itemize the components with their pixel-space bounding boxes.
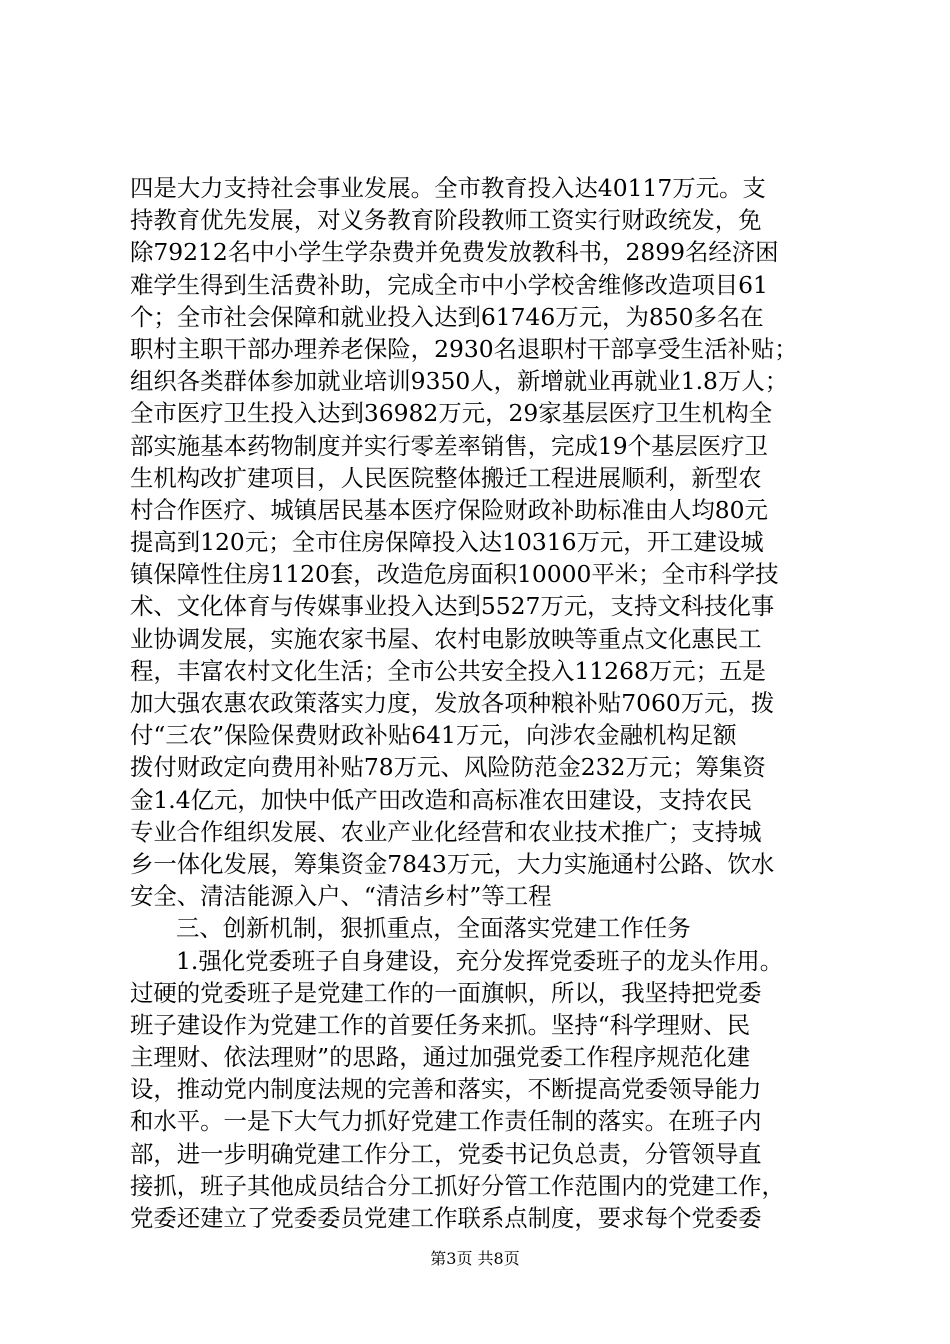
text-line: 和水平。一是下大气力抓好党建工作责任制的落实。在班子内 [130,1107,762,1136]
document-body [130,172,830,1234]
text-line: 主理财、依法理财”的思路，通过加强党委工作程序规范化建 [130,1043,751,1072]
text-line: 部，进一步明确党建工作分工，党委书记负总责，分管领导直 [130,1139,762,1168]
text-line: 过硬的党委班子是党建工作的一面旗帜，所以，我坚持把党委 [130,978,762,1007]
section-heading: 三、创新机制，狠抓重点，全面落实党建工作任务 [176,914,691,943]
text-line: 班子建设作为党建工作的首要任务来抓。坚持“科学理财、民 [130,1010,751,1039]
text-line: 专业合作组织发展、农业产业化经营和农业技术推广；支持城 [130,817,762,846]
text-line: 提高到120元；全市住房保障投入达10316万元，开工建设城 [130,528,764,557]
text-line: 拨付财政定向费用补贴78万元、风险防范金232万元；筹集资 [130,753,766,782]
text-line: 接抓，班子其他成员结合分工抓好分管工作范围内的党建工作， [130,1171,785,1200]
text-line: 持教育优先发展，对义务教育阶段教师工资实行财政统发，免 [130,206,762,235]
text-line: 职村主职干部办理养老保险，2930名退职村干部享受生活补贴； [130,334,798,363]
page-number-footer: 第3页 共8页 [430,1249,520,1268]
text-line: 镇保障性住房1120套，改造危房面积10000平米；全市科学技 [130,560,779,589]
text-line: 乡一体化发展，筹集资金7843万元，大力实施通村公路、饮水 [130,849,775,878]
text-line: 安全、清洁能源入户、“清洁乡村”等工程 [130,882,552,911]
text-line: 术、文化体育与传媒事业投入达到5527万元，支持文科技化事 [130,592,775,621]
text-line: 组织各类群体参加就业培训9350人，新增就业再就业1.8万人； [130,367,789,396]
text-line: 部实施基本药物制度并实行零差率销售，完成19个基层医疗卫 [130,431,768,460]
text-line: 党委还建立了党委委员党建工作联系点制度，要求每个党委委 [130,1204,762,1232]
text-line: 程，丰富农村文化生活；全市公共安全投入11268万元；五是 [130,656,766,685]
subsection-heading: 1.强化党委班子自身建设，充分发挥党委班子的龙头作用。 [176,946,784,975]
text-line: 村合作医疗、城镇居民基本医疗保险财政补助标准由人均80元 [130,495,768,524]
text-line: 难学生得到生活费补助，完成全市中小学校舍维修改造项目61 [130,270,768,299]
text-line: 付“三农”保险保费财政补贴641万元，向涉农金融机构足额 [130,721,737,750]
text-line: 全市医疗卫生投入达到36982万元，29家基层医疗卫生机构全 [130,399,773,428]
text-line: 业协调发展，实施农家书屋、农村电影放映等重点文化惠民工 [130,624,762,653]
text-line: 个；全市社会保障和就业投入达到61746万元，为850多名在 [130,302,764,331]
text-line: 除79212名中小学生学杂费并免费发放教科书，2899名经济困 [130,238,779,267]
text-line: 生机构改扩建项目，人民医院整体搬迁工程进展顺利，新型农 [130,463,762,492]
text-line: 加大强农惠农政策落实力度，发放各项种粮补贴7060万元，拨 [130,689,775,717]
text-line: 四是大力支持社会事业发展。全市教育投入达40117万元。支 [130,174,766,202]
text-line: 金1.4亿元，加快中低产田改造和高标准农田建设，支持农民 [130,785,752,814]
text-line: 设，推动党内制度法规的完善和落实，不断提高党委领导能力 [130,1075,762,1104]
